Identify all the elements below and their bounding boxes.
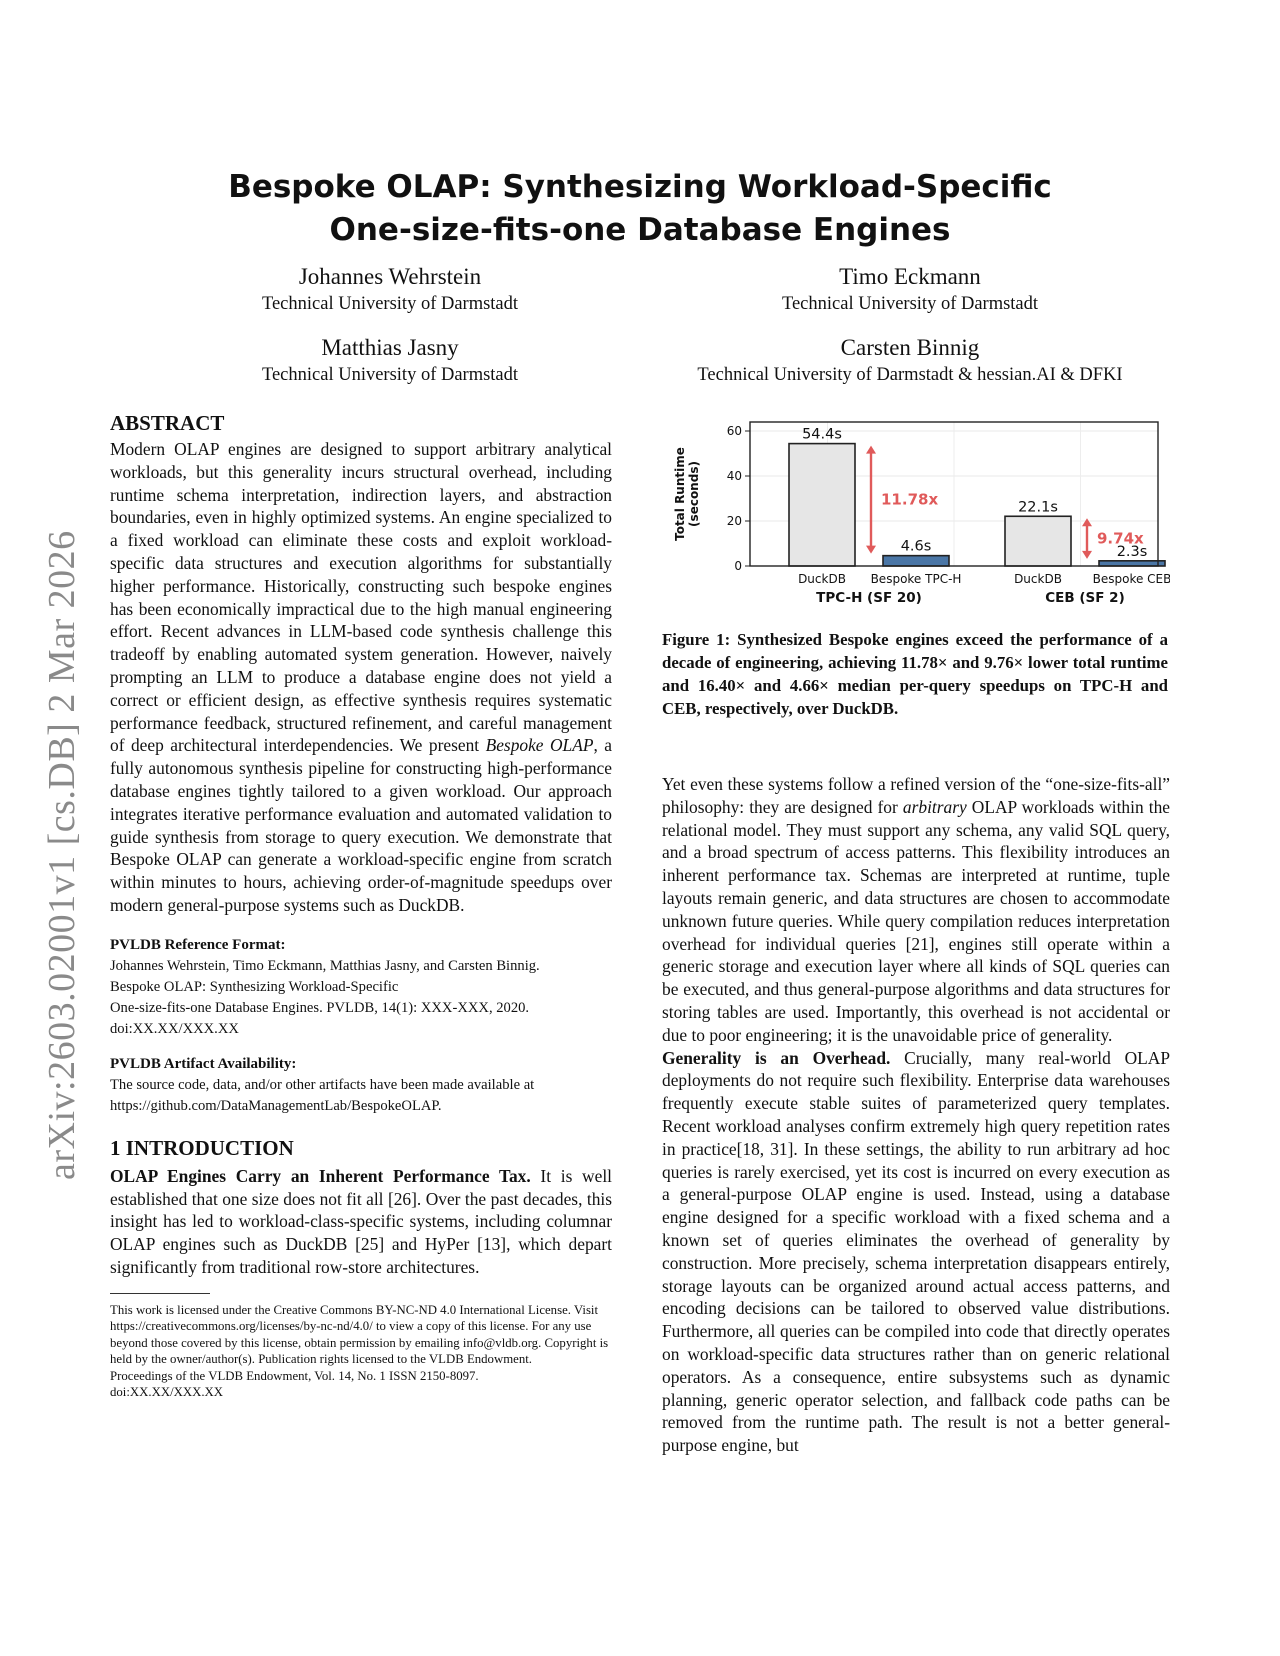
bar-value-label: 2.3s <box>1116 543 1148 560</box>
figure-1-chart <box>660 410 1170 620</box>
bar-bespoke <box>1099 561 1165 566</box>
author-name: Matthias Jasny <box>321 335 459 360</box>
y-tick-label: 0 <box>734 559 742 573</box>
footnote: This work is licensed under the Creative Commons BY-NC-ND 4.0 International License. Visit https://creativecommons.org/licenses/by-nc-nd/4.0/ to view a copy of this license. For any use beyond those covered by this license, obtain permission by emailing info@vldb.org. Copyright is held by the owner/author(s). Publication rights licensed to the VLDB Endowment. Proceedings of the VLDB Endowment, Vol. 14, No. 1 ISSN 2150-8097. doi:XX.XX/XXX.XX <box>110 1302 609 1400</box>
intro-lead: OLAP Engines Carry an Inherent Performance Tax. <box>110 1165 531 1186</box>
author-block <box>630 333 1190 387</box>
left-column <box>110 410 612 1401</box>
section-heading-introduction: 1 INTRODUCTION <box>110 1135 294 1160</box>
author-block <box>180 333 600 387</box>
bar-duckdb <box>1005 516 1071 566</box>
title-line-2: One-size-fits-one Database Engines <box>329 212 951 248</box>
speedup-label: 9.74x <box>1097 529 1144 548</box>
author-name: Johannes Wehrstein <box>298 264 482 289</box>
y-axis-label: Total Runtime(seconds) <box>673 447 701 541</box>
y-tick-label: 60 <box>726 424 742 438</box>
speedup-arrow-head <box>1082 518 1092 526</box>
bar-value-label: 54.4s <box>802 426 842 443</box>
artifact-heading: PVLDB Artifact Availability: <box>110 1055 297 1072</box>
footnote-rule <box>110 1293 210 1294</box>
title-line-1: Bespoke OLAP: Synthesizing Workload-Specific <box>228 169 1052 205</box>
reference-format-heading: PVLDB Reference Format: <box>110 936 286 953</box>
author-affiliation: Technical University of Darmstadt <box>261 365 519 385</box>
body-paragraph: Generality is an Overhead. Crucially, many real-world OLAP deployments do not require such flexibility. Enterprise data warehouses frequently execute stable suites of parameterized query templates. Recent workload analyses confirm extremely high query repetition rates in practice[18, 31]. In these settings, the ability to run arbitrary ad hoc queries is rarely exercised, yet its cost is incurred on every execution as a general-purpose OLAP engine is used. Instead, using a database engine designed for a specific workload with a fixed schema and a known set of queries eliminates the overhead of generality by construction. More precisely, schema interpretation disappears entirely, storage layouts can be organized around actual access patterns, and encoding decisions can be tailored to observed value distributions. Furthermore, all queries can be compiled into code that directly operates on workload-specific data structures rather than on generic relational operators. As a consequence, entire subsystems such as dynamic planning, generic operator selection, and fallback code paths can be removed from the runtime path. The result is not a better general-purpose engine, but <box>662 1047 1170 1456</box>
bar-bespoke <box>883 556 949 566</box>
author-name: Carsten Binnig <box>840 335 980 360</box>
x-tick-label: Bespoke TPC-H <box>870 572 962 586</box>
speedup-arrow-head <box>866 446 876 454</box>
bar-value-label: 4.6s <box>900 538 932 555</box>
speedup-arrow-head <box>866 546 876 554</box>
x-tick-label: Bespoke CEB <box>1092 572 1170 586</box>
abstract-text: Modern OLAP engines are designed to support arbitrary analytical workloads, but this generality incurs structural overhead, including runtime schema interpretation, indirection layers, and abstraction boundaries, even in highly optimized systems. An engine specialized to a fixed workload can eliminate these costs and exploit workload-specific data structures and execution algorithms for substantially higher performance. Historically, constructing such bespoke engines has been economically impractical due to the high manual engineering effort. Recent advances in LLM-based code synthesis challenge this tradeoff by enabling automated system generation. However, naively prompting an LLM to produce a database engine does not yield a correct or efficient design, as effective synthesis requires systematic performance feedback, structured refinement, and careful management of deep architectural interdependencies. We present Bespoke OLAP, a fully autonomous synthesis pipeline for constructing high-performance database engines tightly tailored to a given workload. Our approach integrates iterative performance evaluation and automated validation to guide synthesis from storage to query execution. We demonstrate that Bespoke OLAP can generate a workload-specific engine from scratch within minutes to hours, achieving order-of-magnitude speedups over modern general-purpose systems such as DuckDB. <box>110 439 613 915</box>
intro-paragraph: OLAP Engines Carry an Inherent Performance Tax. It is well established that one size does not fit all [26]. Over the past decades, this insight has led to workload-class-specific systems, including columnar OLAP engines such as DuckDB [25] and HyPer [13], which depart significantly from traditional row-store architectures. <box>110 1165 612 1277</box>
artifact-link[interactable]: https://github.com/DataManagementLab/BespokeOLAP. <box>110 1097 442 1114</box>
bar-duckdb <box>789 444 855 566</box>
author-block <box>180 262 600 316</box>
y-tick-label: 40 <box>726 469 742 483</box>
y-tick-label: 20 <box>726 514 742 528</box>
author-affiliation: Technical University of Darmstadt <box>261 294 519 314</box>
arxiv-stamp: arXiv:2603.02001v1 [cs.DB] 2 Mar 2026 <box>41 530 83 1180</box>
speedup-arrow-head <box>1082 551 1092 559</box>
paragraph-lead: Generality is an Overhead. <box>662 1047 891 1068</box>
group-label: TPC-H (SF 20) <box>816 590 922 606</box>
reference-format: PVLDB Reference Format: Johannes Wehrstein, Timo Eckmann, Matthias Jasny, and Carsten Binnig. Bespoke OLAP: Synthesizing Workload-Specific One-size-fits-one Database Engines. PVLDB, 14(1): XXX-XXX, 2020. doi:XX.XX/XXX.XX <box>110 936 540 1037</box>
artifact-availability: PVLDB Artifact Availability: The source code, data, and/or other artifacts have been made available at https://github.com/DataManagementLab/BespokeOLAP. <box>110 1055 535 1114</box>
system-name: Bespoke OLAP <box>485 735 594 756</box>
bar-value-label: 22.1s <box>1018 499 1058 516</box>
x-tick-label: DuckDB <box>798 572 846 586</box>
right-column <box>662 773 1170 1457</box>
speedup-label: 11.78x <box>881 490 939 509</box>
group-label: CEB (SF 2) <box>1045 590 1125 606</box>
paper-title <box>0 166 1280 252</box>
author-name: Timo Eckmann <box>839 264 981 289</box>
body-paragraph: Yet even these systems follow a refined version of the “one-size-fits-all” philosophy: they are designed for arbitrary OLAP workloads within the relational model. They must support any schema, any valid SQL query, and a broad spectrum of access patterns. This flexibility introduces an inherent performance tax. Schemas are interpreted at runtime, tuple layouts remain generic, and data structures are chosen to accommodate unknown future queries. While query compilation reduces interpretation overhead for individual queries [21], engines still operate within a generic storage and execution layer where all kinds of SQL queries can be executed, and thus general-purpose algorithms and data structures for storing tables are used. Importantly, this overhead is not accidental or due to poor engineering; it is the unavoidable price of generality. <box>662 774 1170 1045</box>
author-affiliation: Technical University of Darmstadt & hessian.AI & DFKI <box>697 365 1123 385</box>
abstract-heading: ABSTRACT <box>110 411 225 435</box>
figure-caption: Figure 1: Synthesized Bespoke engines exceed the performance of a decade of engineering, achieving 11.78× and 9.76× lower total runtime and 16.40× and 4.66× median per-query speedups on TPC-H and CEB, respectively, over DuckDB. <box>662 630 1168 718</box>
author-affiliation: Technical University of Darmstadt <box>781 294 1039 314</box>
x-tick-label: DuckDB <box>1014 572 1062 586</box>
author-block <box>700 262 1120 316</box>
